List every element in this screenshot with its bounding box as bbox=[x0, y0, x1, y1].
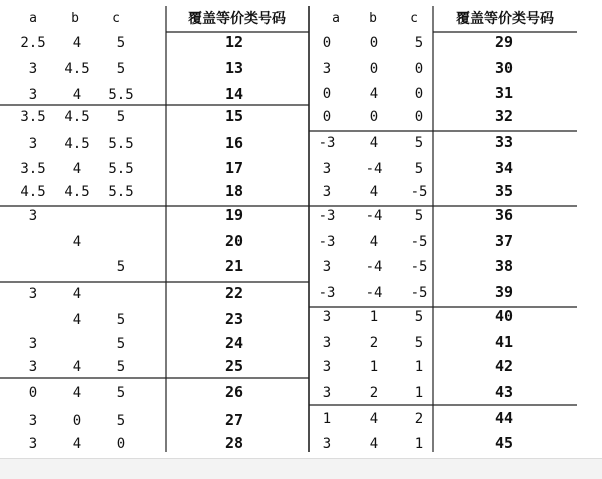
cell-c: -5 bbox=[410, 259, 428, 275]
cell-a: 3 bbox=[28, 286, 38, 302]
cell-c: 5 bbox=[414, 161, 424, 177]
cell-a: -3 bbox=[318, 135, 336, 151]
cell-b: 0 bbox=[369, 35, 379, 51]
cell-c: -5 bbox=[410, 285, 428, 301]
cell-c: 5 bbox=[116, 61, 126, 77]
cell-c: 5 bbox=[116, 109, 126, 125]
cell-class-number: 23 bbox=[224, 310, 244, 328]
cell-b: 4 bbox=[72, 286, 82, 302]
header-b: b bbox=[71, 11, 79, 26]
cell-a: 3 bbox=[28, 87, 38, 103]
cell-b: 4 bbox=[369, 234, 379, 250]
cell-a: 3 bbox=[28, 436, 38, 452]
cell-c: 0 bbox=[116, 436, 126, 452]
cell-c: 5 bbox=[116, 312, 126, 328]
cell-b: 4 bbox=[369, 135, 379, 151]
cell-b: 4.5 bbox=[64, 184, 90, 200]
cell-b: 4 bbox=[72, 385, 82, 401]
cell-class-number: 18 bbox=[224, 182, 244, 200]
cell-a: 3 bbox=[322, 259, 332, 275]
cell-c: 5 bbox=[414, 335, 424, 351]
cell-b: 4 bbox=[72, 87, 82, 103]
cell-class-number: 44 bbox=[494, 409, 514, 427]
cell-c: 5 bbox=[116, 413, 126, 429]
cell-c: 5.5 bbox=[108, 136, 134, 152]
cell-class-number: 24 bbox=[224, 334, 244, 352]
cell-c: 2 bbox=[414, 411, 424, 427]
cell-c: 0 bbox=[414, 61, 424, 77]
cell-class-number: 15 bbox=[224, 107, 244, 125]
cell-b: 2 bbox=[369, 385, 379, 401]
cell-a: 3.5 bbox=[20, 109, 46, 125]
cell-a: 3 bbox=[28, 208, 38, 224]
cell-b: 1 bbox=[369, 359, 379, 375]
cell-c: 5 bbox=[414, 208, 424, 224]
cell-b: -4 bbox=[365, 161, 383, 177]
table-cells bbox=[20, 10, 554, 452]
cell-a: 1 bbox=[322, 411, 332, 427]
header-c: c bbox=[410, 11, 418, 26]
cell-c: 5 bbox=[414, 35, 424, 51]
cell-c: 0 bbox=[414, 109, 424, 125]
cell-class-number: 29 bbox=[494, 33, 514, 51]
cell-a: 3 bbox=[322, 436, 332, 452]
cell-a: 3 bbox=[322, 385, 332, 401]
cell-a: 3 bbox=[322, 61, 332, 77]
cell-class-number: 43 bbox=[494, 383, 514, 401]
cell-class-number: 27 bbox=[224, 411, 244, 429]
cell-b: -4 bbox=[365, 208, 383, 224]
cell-b: 4 bbox=[72, 312, 82, 328]
cell-class-number: 32 bbox=[494, 107, 514, 125]
cell-class-number: 17 bbox=[224, 159, 244, 177]
cell-class-number: 41 bbox=[494, 333, 514, 351]
cell-class-number: 33 bbox=[494, 133, 514, 151]
cell-class-number: 40 bbox=[494, 307, 514, 325]
cell-b: 4.5 bbox=[64, 109, 90, 125]
cell-a: -3 bbox=[318, 208, 336, 224]
cell-class-number: 31 bbox=[494, 84, 514, 102]
cell-a: 3 bbox=[28, 136, 38, 152]
cell-class-number: 25 bbox=[224, 357, 244, 375]
cell-class-number: 16 bbox=[224, 134, 244, 152]
cell-b: 4 bbox=[369, 436, 379, 452]
cell-class-number: 22 bbox=[224, 284, 244, 302]
cell-a: 4.5 bbox=[20, 184, 46, 200]
cell-class-number: 13 bbox=[224, 59, 244, 77]
cell-class-number: 12 bbox=[224, 33, 244, 51]
cell-a: 3 bbox=[28, 359, 38, 375]
cell-b: -4 bbox=[365, 285, 383, 301]
cell-c: 5 bbox=[116, 359, 126, 375]
page-bottom-area bbox=[0, 459, 602, 479]
cell-a: 3 bbox=[322, 184, 332, 200]
cell-class-number: 30 bbox=[494, 59, 514, 77]
cell-c: 0 bbox=[414, 86, 424, 102]
cell-a: 0 bbox=[322, 86, 332, 102]
cell-c: -5 bbox=[410, 234, 428, 250]
cell-class-number: 19 bbox=[224, 206, 244, 224]
cell-a: 0 bbox=[322, 109, 332, 125]
cell-b: 2 bbox=[369, 335, 379, 351]
header-a: a bbox=[332, 11, 340, 26]
cell-c: 5 bbox=[116, 259, 126, 275]
cell-a: -3 bbox=[318, 234, 336, 250]
header-c: c bbox=[112, 11, 120, 26]
cell-a: 3 bbox=[322, 309, 332, 325]
cell-b: 0 bbox=[72, 413, 82, 429]
cell-c: 1 bbox=[414, 385, 424, 401]
cell-b: 4.5 bbox=[64, 136, 90, 152]
header-class-number: 覆盖等价类号码 bbox=[456, 11, 554, 27]
cell-c: 5.5 bbox=[108, 87, 134, 103]
cell-class-number: 28 bbox=[224, 434, 244, 452]
cell-c: 1 bbox=[414, 359, 424, 375]
cell-a: 0 bbox=[28, 385, 38, 401]
cell-a: 3 bbox=[28, 336, 38, 352]
cell-a: -3 bbox=[318, 285, 336, 301]
cell-b: 4 bbox=[72, 161, 82, 177]
cell-c: 5 bbox=[116, 35, 126, 51]
cell-b: 4.5 bbox=[64, 61, 90, 77]
cell-a: 3 bbox=[28, 413, 38, 429]
cell-b: 0 bbox=[369, 61, 379, 77]
header-a: a bbox=[29, 11, 37, 26]
cell-class-number: 35 bbox=[494, 182, 514, 200]
cell-b: 1 bbox=[369, 309, 379, 325]
cell-class-number: 45 bbox=[494, 434, 514, 452]
cell-a: 3 bbox=[322, 359, 332, 375]
header-class-number: 覆盖等价类号码 bbox=[188, 11, 286, 27]
cell-c: 5 bbox=[116, 385, 126, 401]
cell-c: -5 bbox=[410, 184, 428, 200]
cell-class-number: 36 bbox=[494, 206, 514, 224]
cell-class-number: 39 bbox=[494, 283, 514, 301]
cell-class-number: 26 bbox=[224, 383, 244, 401]
cell-class-number: 34 bbox=[494, 159, 514, 177]
cell-b: 4 bbox=[369, 411, 379, 427]
cell-a: 3 bbox=[322, 335, 332, 351]
cell-class-number: 20 bbox=[224, 232, 244, 250]
cell-b: 4 bbox=[72, 436, 82, 452]
cell-c: 5 bbox=[414, 135, 424, 151]
cell-a: 3.5 bbox=[20, 161, 46, 177]
cell-b: -4 bbox=[365, 259, 383, 275]
cell-b: 4 bbox=[72, 234, 82, 250]
cell-class-number: 38 bbox=[494, 257, 514, 275]
cell-b: 4 bbox=[72, 35, 82, 51]
header-b: b bbox=[369, 11, 377, 26]
cell-b: 4 bbox=[369, 86, 379, 102]
cell-c: 5.5 bbox=[108, 184, 134, 200]
cell-class-number: 42 bbox=[494, 357, 514, 375]
cell-c: 5.5 bbox=[108, 161, 134, 177]
cell-b: 0 bbox=[369, 109, 379, 125]
cell-a: 3 bbox=[322, 161, 332, 177]
cell-class-number: 37 bbox=[494, 232, 514, 250]
cell-b: 4 bbox=[369, 184, 379, 200]
cell-c: 5 bbox=[116, 336, 126, 352]
cell-c: 5 bbox=[414, 309, 424, 325]
cell-c: 1 bbox=[414, 436, 424, 452]
cell-a: 3 bbox=[28, 61, 38, 77]
cell-class-number: 21 bbox=[224, 257, 244, 275]
cell-a: 2.5 bbox=[20, 35, 46, 51]
cell-class-number: 14 bbox=[224, 85, 244, 103]
cell-b: 4 bbox=[72, 359, 82, 375]
cell-a: 0 bbox=[322, 35, 332, 51]
